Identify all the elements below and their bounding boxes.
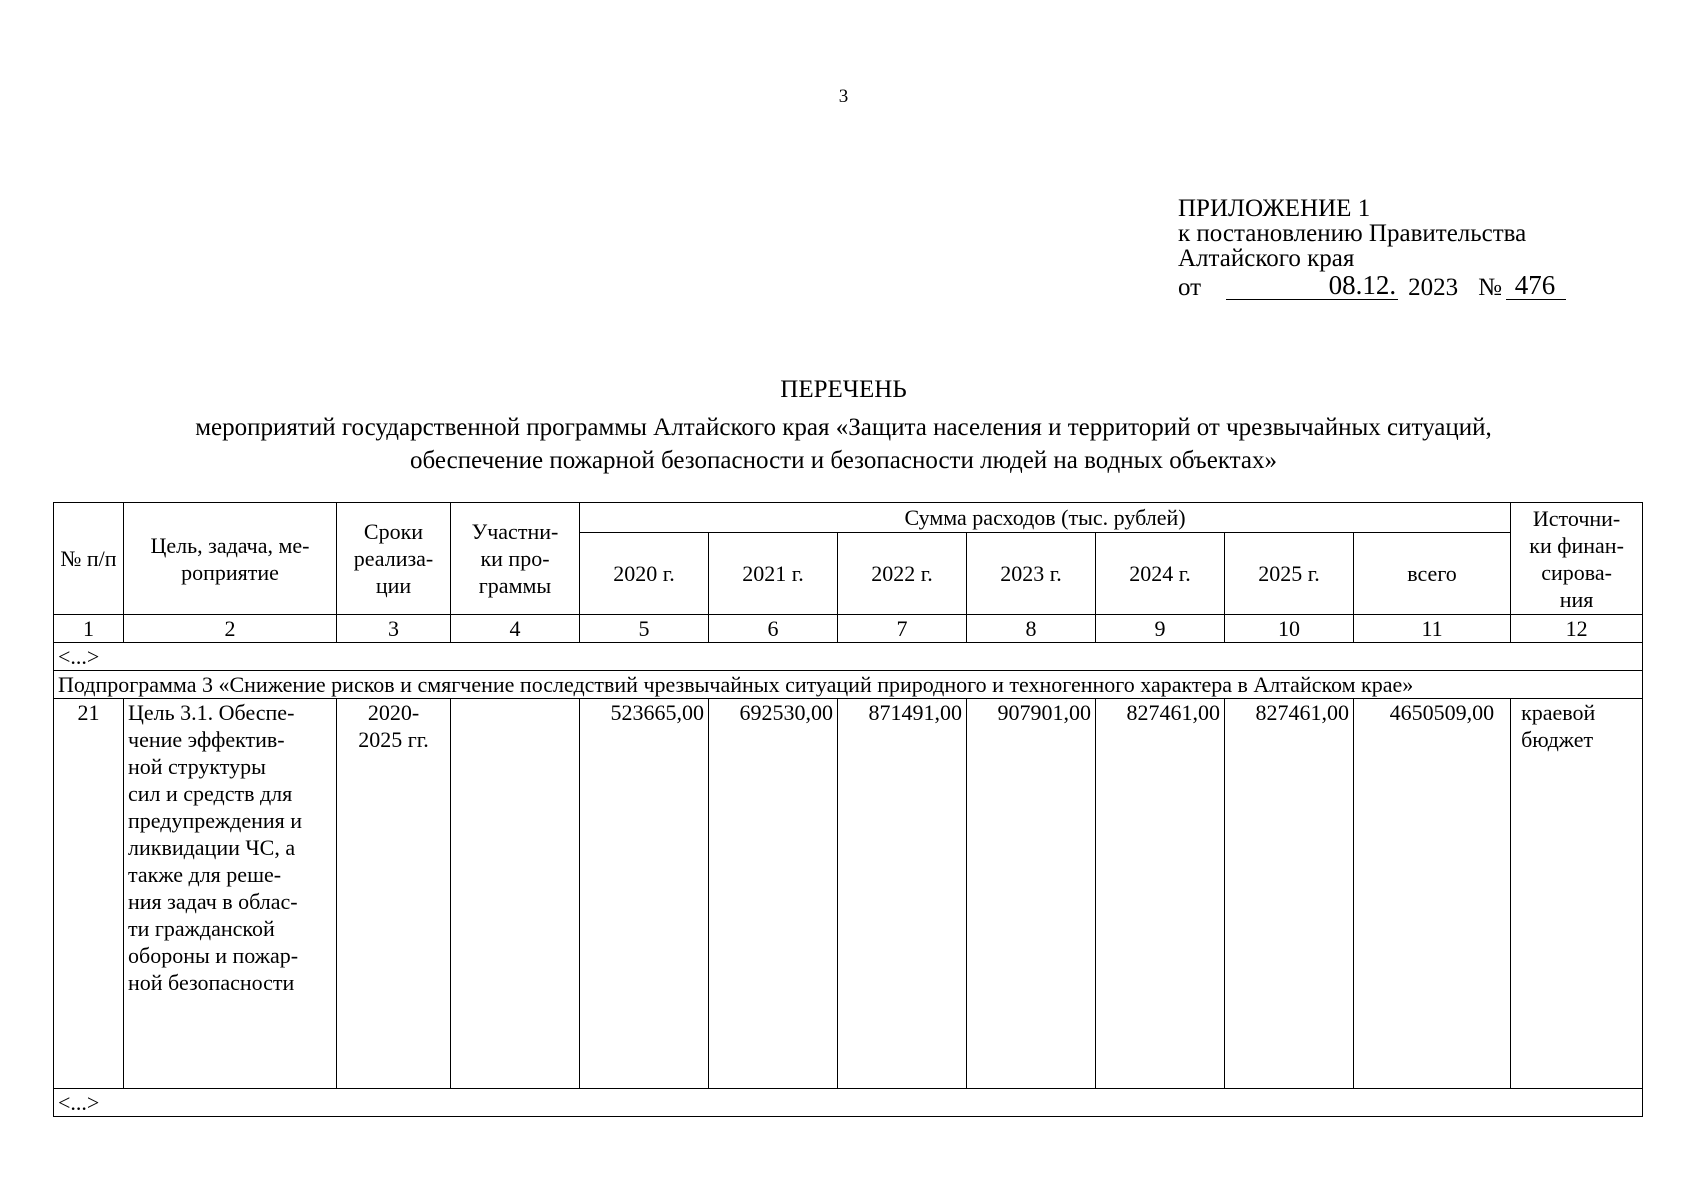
header-goal: Цель, задача, ме- роприятие [124, 503, 337, 615]
table-row [54, 699, 1643, 1089]
column-number: 9 [1096, 615, 1225, 643]
column-number: 12 [1511, 615, 1643, 643]
column-number: 11 [1354, 615, 1511, 643]
row-value-2024: 827461,00 [1096, 699, 1225, 1089]
header-num: № п/п [54, 503, 124, 615]
document-subtitle [60, 411, 1627, 477]
from-label: от [1178, 274, 1202, 301]
number-sign: № [1478, 274, 1502, 301]
ellipsis-row-top: <...> [54, 643, 1643, 671]
decree-number: 476 [1506, 272, 1566, 300]
ellipsis-row-bottom: <...> [54, 1089, 1643, 1117]
decree-year: 2023 [1408, 274, 1459, 301]
column-number: 8 [967, 615, 1096, 643]
subprogram-row: Подпрограмма 3 «Снижение рисков и смягчение последствий чрезвычайных ситуаций природного и техногенного характера в Алтайском крае» [54, 671, 1643, 699]
column-number: 2 [124, 615, 337, 643]
row-value-2023: 907901,00 [967, 699, 1096, 1089]
header-year-2020: 2020 г. [580, 533, 709, 615]
row-value-2021: 692530,00 [709, 699, 838, 1089]
row-goal: Цель 3.1. Обеспе- чение эффектив- ной структуры сил и средств для предупреждения и ликвидации ЧС, а также для реше- ния задач в облас- ти гражданской обороны и пожар- ной безопасности [124, 699, 337, 1089]
header-terms: Сроки реализа- ции [337, 503, 451, 615]
column-numbers-row [54, 615, 1643, 643]
measures-table [53, 502, 1643, 1117]
column-number: 7 [838, 615, 967, 643]
header-participants: Участни- ки про- граммы [451, 503, 580, 615]
header-year-2024: 2024 г. [1096, 533, 1225, 615]
appendix-title: ПРИЛОЖЕНИЕ 1 [1178, 195, 1371, 222]
row-value-2020: 523665,00 [580, 699, 709, 1089]
row-value-total: 4650509,00 [1354, 699, 1511, 1089]
subtitle-line-1: мероприятий государственной программы Алтайского края «Защита населения и территорий от чрезвычайных ситуаций, [195, 414, 1492, 441]
decree-date: 08.12. [1226, 272, 1398, 300]
column-number: 5 [580, 615, 709, 643]
column-number: 1 [54, 615, 124, 643]
row-value-2022: 871491,00 [838, 699, 967, 1089]
appendix-line-1: к постановлению Правительства [1178, 220, 1527, 247]
row-value-2025: 827461,00 [1225, 699, 1354, 1089]
subtitle-line-2: обеспечение пожарной безопасности и безопасности людей на водных объектах» [410, 447, 1277, 474]
row-participants [451, 699, 580, 1089]
column-number: 6 [709, 615, 838, 643]
header-sources: Источни- ки финан- сирова- ния [1511, 503, 1643, 615]
header-year-2023: 2023 г. [967, 533, 1096, 615]
appendix-date-line [1178, 272, 1566, 300]
row-source: краевой бюджет [1511, 699, 1643, 1089]
page-number: 3 [838, 86, 849, 107]
column-number: 3 [337, 615, 451, 643]
header-year-2022: 2022 г. [838, 533, 967, 615]
appendix-block [1178, 196, 1566, 300]
row-number: 21 [54, 699, 124, 1089]
header-expenses: Сумма расходов (тыс. рублей) [580, 503, 1511, 533]
appendix-line-2: Алтайского края [1178, 245, 1355, 272]
header-total: всего [1354, 533, 1511, 615]
header-year-2021: 2021 г. [709, 533, 838, 615]
header-year-2025: 2025 г. [1225, 533, 1354, 615]
row-terms: 2020- 2025 гг. [337, 699, 451, 1089]
column-number: 4 [451, 615, 580, 643]
document-title: ПЕРЕЧЕНЬ [780, 376, 907, 403]
column-number: 10 [1225, 615, 1354, 643]
